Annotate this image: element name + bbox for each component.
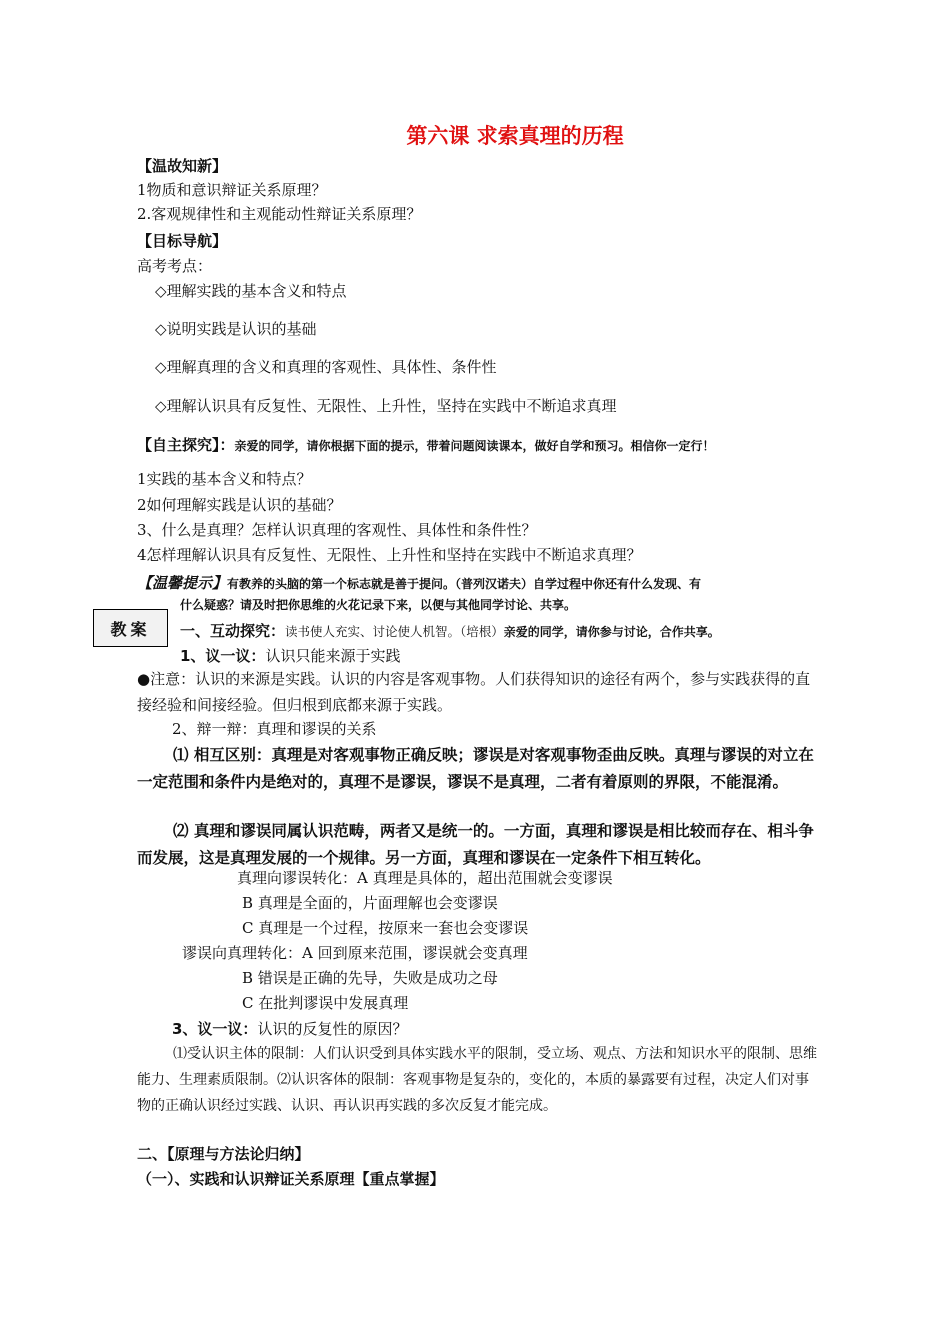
truth-to-falsity-label: 真理向谬误转化： <box>237 869 358 887</box>
review-item-1: 1物质和意识辩证关系原理？ <box>137 181 327 199</box>
interactive-line <box>180 621 720 640</box>
falsity-to-truth-b: B 错误是正确的先导，失败是成功之母 <box>242 969 498 987</box>
truth-to-falsity-b: B 真理是全面的，片面理解也会变谬误 <box>242 894 498 912</box>
principles-subheading: （一）、实践和认识辩证关系原理【重点掌握】 <box>137 1170 445 1188</box>
review-heading: 【温故知新】 <box>137 157 228 175</box>
goal-item-4: ◇理解认识具有反复性、无限性、上升性，坚持在实践中不断追求真理 <box>155 397 617 415</box>
discussion-1 <box>180 646 400 665</box>
discussion-3-note: ⑴受认识主体的限制：人们认识受到具体实践水平的限制，受立场、观点、方法和知识水平的限制、思维能力、生理素质限制。⑵认识客体的限制：客观事物是复杂的，变化的，本质的暴露要有过程，决定人们对事物的正确认识经过实践、认识、再认识再实践的多次反复才能完成。 <box>137 1046 817 1114</box>
goal-item-3: ◇理解真理的含义和真理的客观性、具体性、条件性 <box>155 358 497 376</box>
explore-heading: 【自主探究】： <box>137 436 235 454</box>
falsity-to-truth <box>182 944 528 962</box>
explore-question-4: 4怎样理解认识具有反复性、无限性、上升性和坚持在实践中不断追求真理？ <box>137 546 642 564</box>
falsity-to-truth-c: C 在批判谬误中发展真理 <box>242 994 409 1012</box>
interactive-heading: 一、互动探究： <box>180 622 286 640</box>
discussion-3-text: 认识的反复性的原因？ <box>257 1020 408 1038</box>
tip-heading: 【温馨提示】 <box>137 574 228 592</box>
tip-line-1 <box>137 573 701 592</box>
goals-heading: 【目标导航】 <box>137 232 228 250</box>
explore-line <box>137 435 715 454</box>
relation-paragraph-1: ⑴ 相互区别：真理是对客观事物正确反映；谬误是对客观事物歪曲反映。真理与谬误的对立在一定范围和条件内是绝对的，真理不是谬误，谬误不是真理，二者有着原则的界限，不能混淆。 <box>137 746 814 792</box>
review-item-2: 2.客观规律性和主观能动性辩证关系原理？ <box>137 205 422 223</box>
truth-to-falsity <box>237 869 613 887</box>
goal-item-1: ◇理解实践的基本含义和特点 <box>155 282 347 300</box>
goals-subheading: 高考考点： <box>137 257 213 275</box>
relation-paragraph-2: ⑵ 真理和谬误同属认识范畴，两者又是统一的。一方面，真理和谬误是相比较而存在、相斗争而发展，这是真理发展的一个规律。另一方面，真理和谬误在一定条件下相互转化。 <box>137 822 814 868</box>
goal-item-2: ◇说明实践是认识的基础 <box>155 320 317 338</box>
truth-to-falsity-c: C 真理是一个过程，按原来一套也会变谬误 <box>242 919 529 937</box>
tip-text-2: 什么疑惑？请及时把你思维的火花记录下来，以便与其他同学讨论、共享。 <box>180 598 577 612</box>
explore-question-2: 2如何理解实践是认识的基础？ <box>137 496 342 514</box>
discussion-1-text: 认识只能来源于实践 <box>265 647 401 665</box>
page-title: 第六课 求索真理的历程 <box>406 124 624 148</box>
discussion-1-note: ●注意：认识的来源是实践。认识的内容是客观事物。人们获得知识的途径有两个，参与实践获得的直接经验和间接经验。但归根到底都来源于实践。 <box>137 670 811 715</box>
truth-to-falsity-a: A 真理是具体的，超出范围就会变谬误 <box>357 869 613 887</box>
interactive-invite: 亲爱的同学，请你参与讨论，合作共享。 <box>503 625 720 639</box>
falsity-to-truth-a: A 回到原来范围，谬误就会变真理 <box>302 944 528 962</box>
falsity-to-truth-label: 谬误向真理转化： <box>182 944 303 962</box>
interactive-quote: 读书使人充实、讨论使人机智。（培根） <box>285 624 504 639</box>
principles-heading: 二、【原理与方法论归纳】 <box>137 1145 310 1163</box>
tip-text-1: 有教养的头脑的第一个标志就是善于提问。（普列汉诺夫）自学过程中你还有什么发现、有 <box>227 577 702 591</box>
discussion-3 <box>172 1019 407 1038</box>
discussion-3-label: 3、议一议： <box>172 1020 258 1038</box>
discussion-2: 2、辩一辩：真理和谬误的关系 <box>172 720 377 738</box>
explore-intro: 亲爱的同学，请你根据下面的提示，带着问题阅读课本，做好自学和预习。相信你一定行！ <box>234 439 715 453</box>
discussion-1-label: 1、议一议： <box>180 647 266 665</box>
explore-question-3: 3、什么是真理？怎样认识真理的客观性、具体性和条件性？ <box>137 521 537 539</box>
explore-question-1: 1实践的基本含义和特点？ <box>137 470 312 488</box>
case-box: 教案 <box>93 609 168 647</box>
